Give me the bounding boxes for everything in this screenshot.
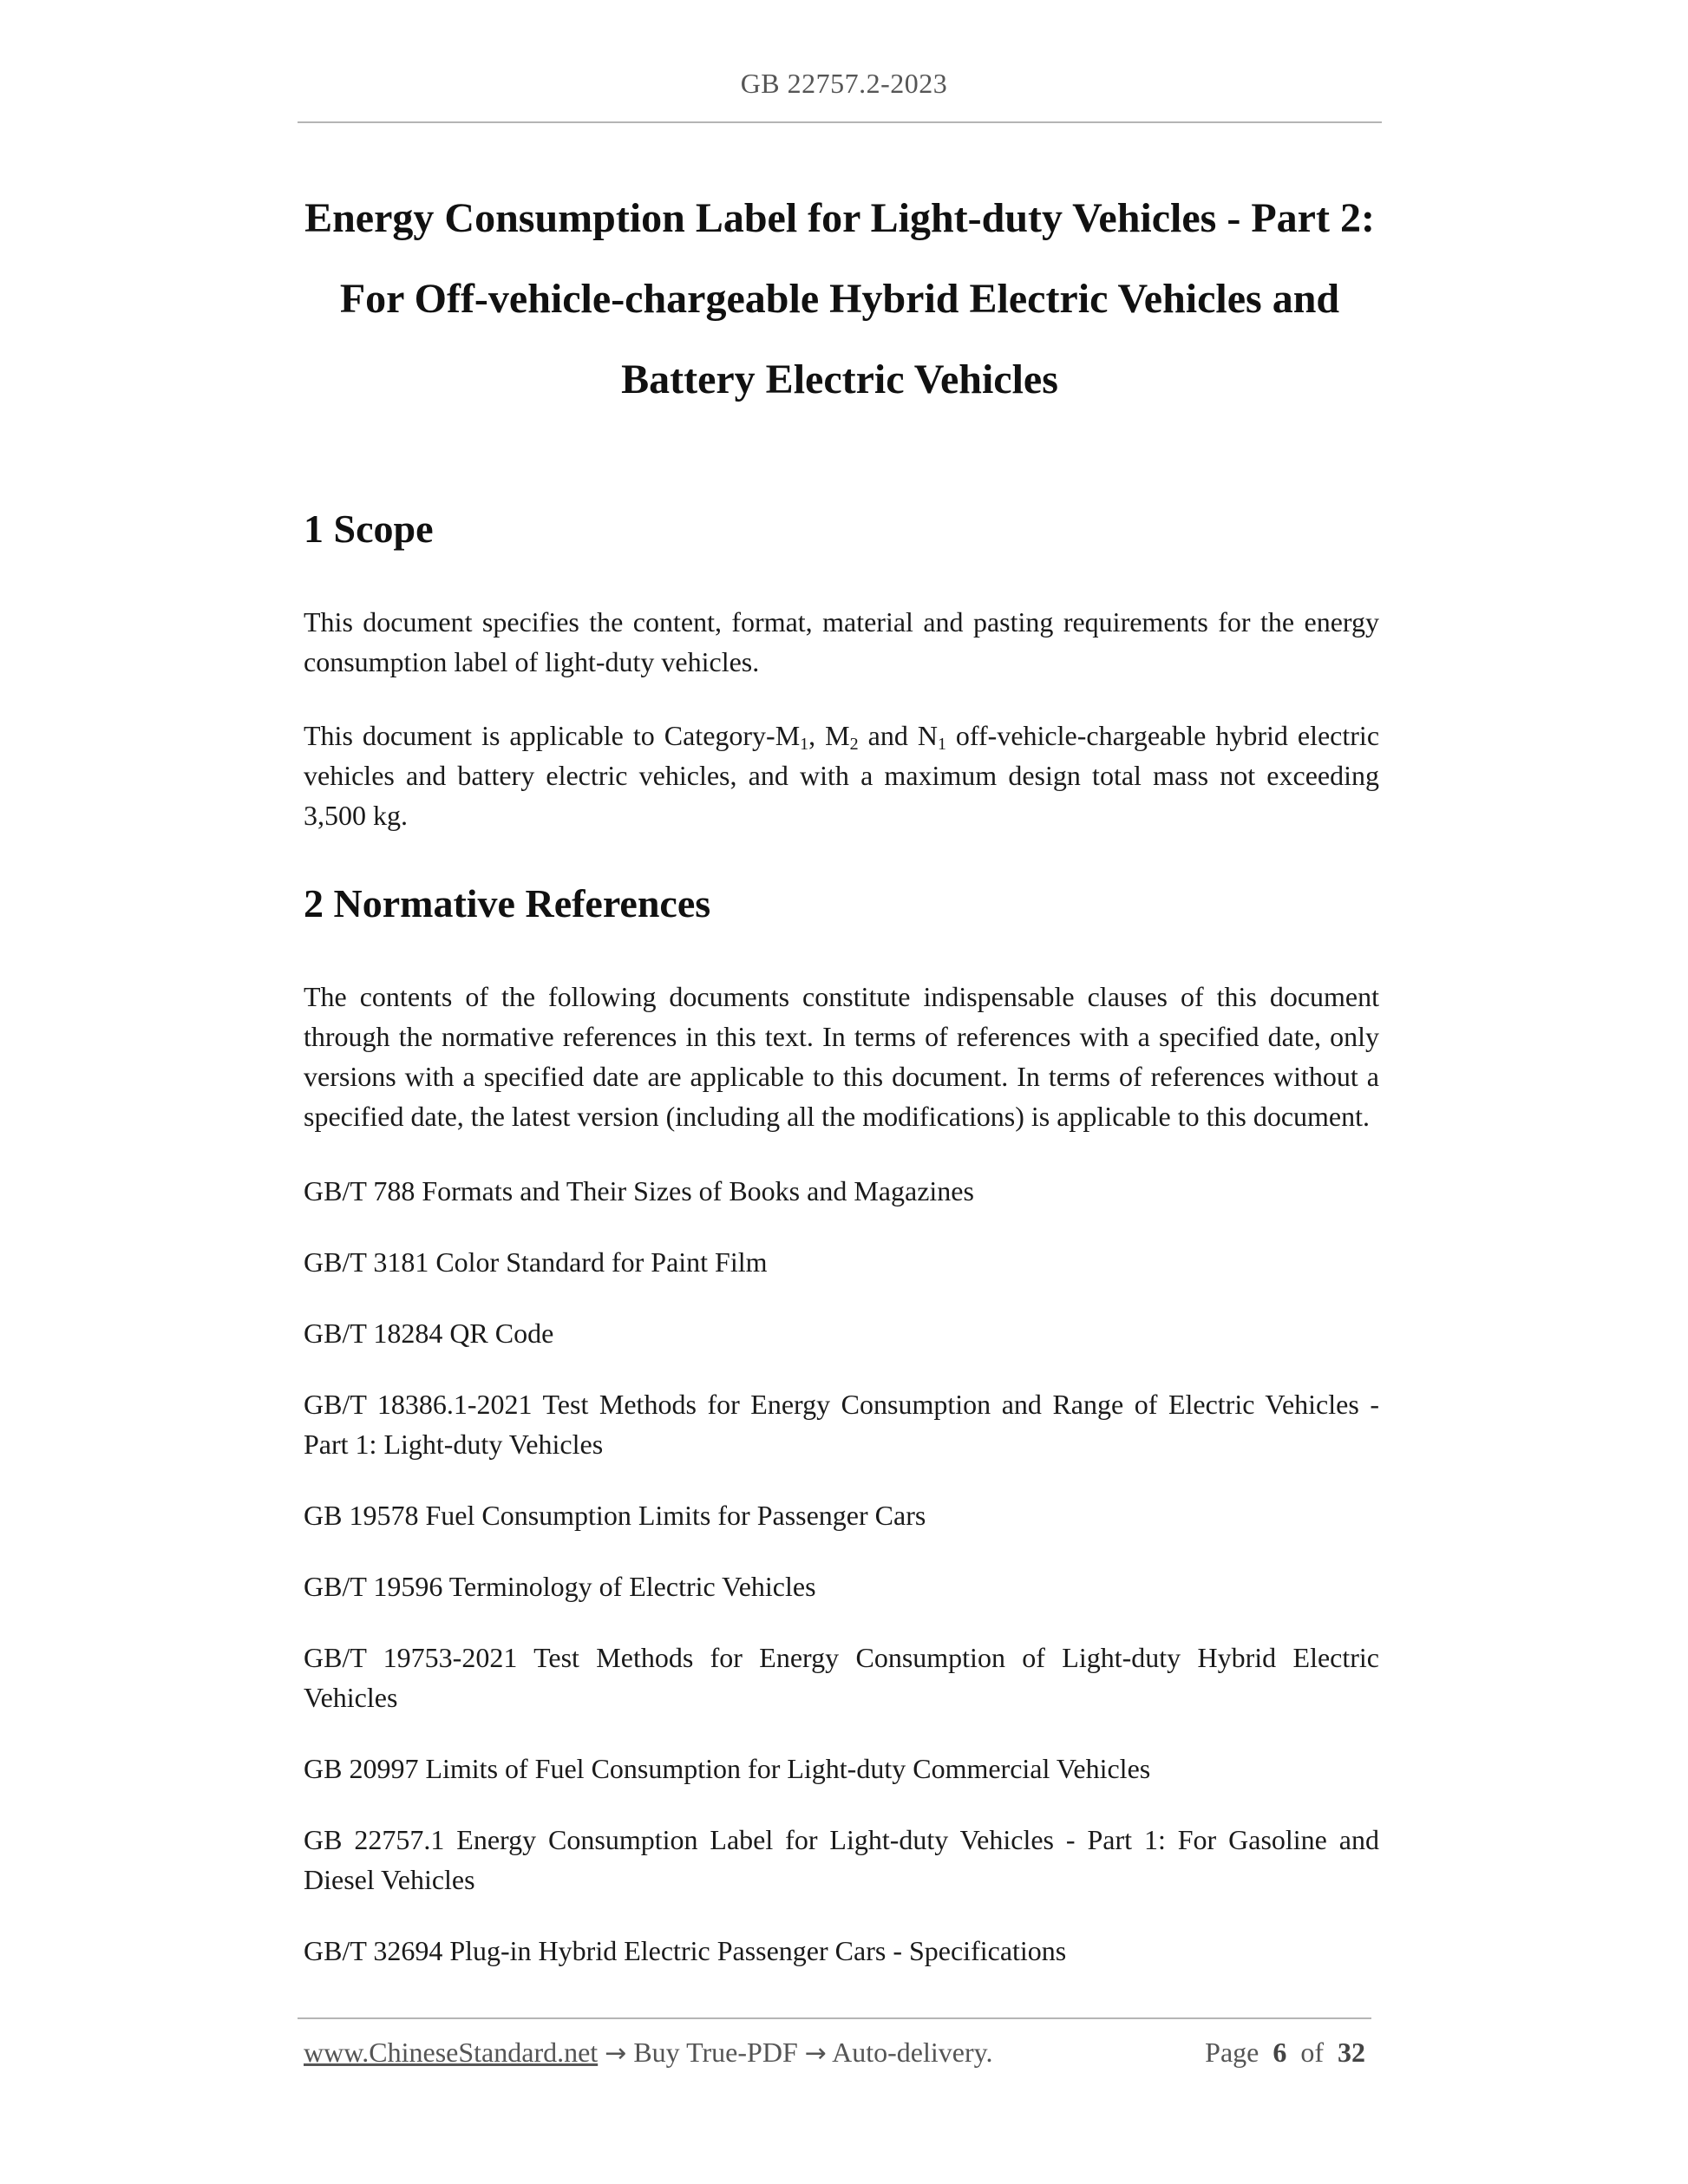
normative-intro-paragraph: The contents of the following documents constitute indispensable clauses of this document through the normative references in this text. In terms of references with a specified date, only versions with a specified date are applicable to this document. In terms of references without a specified date, the latest version (including all the modifications) is applicable to this document. [304,981,1379,1132]
page-label: Page [1205,2037,1259,2068]
delivery-text: Auto-delivery. [832,2037,993,2068]
reference-item: GB/T 32694 Plug-in Hybrid Electric Passenger Cars - Specifications [304,1935,1067,1966]
reference-item: GB/T 788 Formats and Their Sizes of Books and Magazines [304,1175,974,1206]
title-line-3: Battery Electric Vehicles [621,356,1058,402]
scope-text-d: off-vehicle-chargeable hybrid electric vehicles and battery electric vehicles, and with a maximum design total mass not exceeding 3,500 kg. [304,720,1380,831]
reference-item: GB 20997 Limits of Fuel Consumption for Light-duty Commercial Vehicles [304,1753,1151,1784]
document-title [298,178,1382,420]
reference-item: GB/T 3181 Color Standard for Paint Film [304,1246,768,1278]
scope-text-b: , M [808,720,850,751]
footer-promo [304,2037,993,2069]
reference-item: GB/T 18386.1-2021 Test Methods for Energy Consumption and Range of Electric Vehicles - Part 1: Light-duty Vehicles [304,1389,1379,1460]
reference-item: GB/T 18284 QR Code [304,1318,554,1349]
scope-paragraph-1: This document specifies the content, format, material and pasting requirements for the energy consumption label of light-duty vehicles. [304,606,1379,677]
section-2-heading: 2 Normative References [304,881,711,925]
site-link[interactable]: www.ChineseStandard.net [304,2037,599,2068]
section-1-heading: 1 Scope [304,507,434,551]
page-of-label: of [1300,2037,1324,2068]
subscript-m1: 1 [800,735,809,754]
scope-paragraph-2 [304,716,1379,835]
page-current: 6 [1273,2037,1287,2068]
subscript-m2: 2 [849,735,859,754]
page-indicator [1205,2037,1365,2069]
scope-text-a: This document is applicable to Category-M [304,720,801,751]
reference-item: GB 19578 Fuel Consumption Limits for Passenger Cars [304,1500,926,1531]
arrow-right-icon: → [804,2038,827,2069]
reference-item: GB 22757.1 Energy Consumption Label for Light-duty Vehicles - Part 1: For Gasoline and Diesel Vehicles [304,1824,1379,1895]
reference-item: GB/T 19596 Terminology of Electric Vehicles [304,1571,816,1602]
scope-text-c: and N [858,720,938,751]
arrow-right-icon: → [605,2038,627,2069]
page-total: 32 [1338,2037,1365,2068]
reference-item: GB/T 19753-2021 Test Methods for Energy Consumption of Light-duty Hybrid Electric Vehicles [304,1642,1379,1713]
title-line-2: For Off-vehicle-chargeable Hybrid Electric Vehicles and [339,276,1340,322]
title-line-1: Energy Consumption Label for Light-duty Vehicles - Part 2: [304,195,1375,241]
buy-text: Buy True-PDF [633,2037,798,2068]
footer-divider [298,2017,1371,2019]
header-divider [298,121,1382,123]
header-doc-code: GB 22757.2-2023 [740,68,948,99]
subscript-n1: 1 [937,735,946,754]
